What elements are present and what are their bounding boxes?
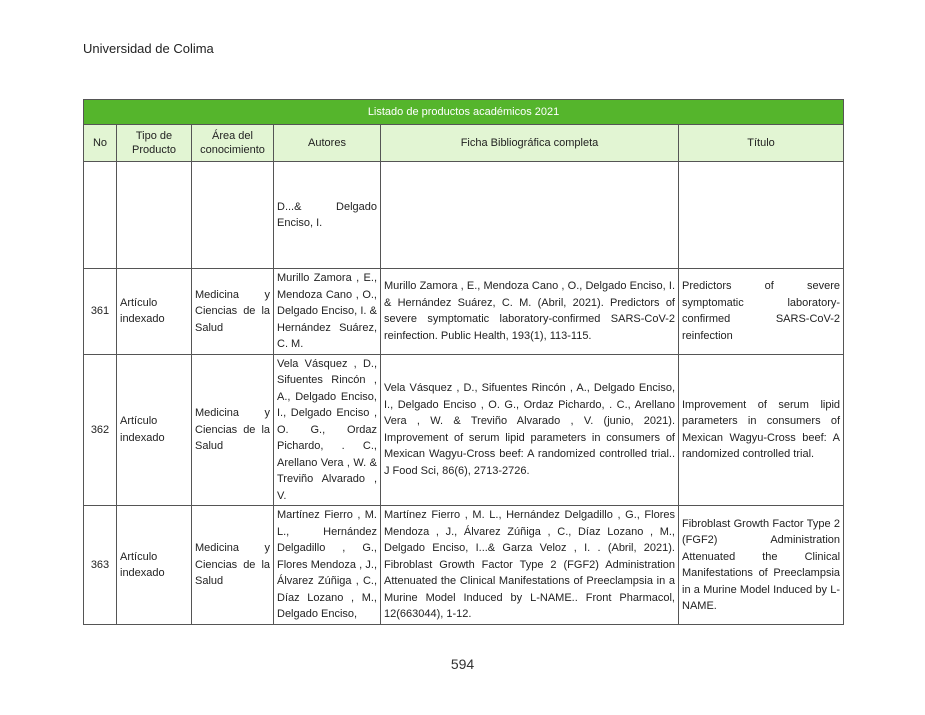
cell-titulo: Predictors of severe symptomatic laboratory-confirmed SARS-CoV-2 reinfection [679,269,844,355]
table-header-row [84,125,844,162]
cell-tipo: Artículo indexado [117,354,192,506]
cell-ficha: Vela Vásquez , D., Sifuentes Rincón , A., Delgado Enciso, I., Delgado Enciso , O. G., Ordaz Pichardo, . C., Arellano Vera , W. & Treviño Alvarado , V. (junio, 2021). Improvement of serum lipid parameters in consumers of Mexican Wagyu-Cross beef: A randomized controlled trial.. J Food Sci, 86(6), 2713-2726. [381,354,679,506]
column-header-autores: Autores [274,125,381,162]
cell-titulo: Fibroblast Growth Factor Type 2 (FGF2) Administration Attenuated the Clinical Manifestations of Preeclampsia in a Murine Model Induced by L-NAME. [679,506,844,625]
column-header-ficha: Ficha Bibliográfica completa [381,125,679,162]
column-header-area: Área del conocimiento [192,125,274,162]
cell-area: Medicina y Ciencias de la Salud [192,506,274,625]
cell-empty [84,162,117,269]
table-row [84,506,844,625]
cell-empty [117,162,192,269]
table-caption: Listado de productos académicos 2021 [84,100,844,125]
cell-area: Medicina y Ciencias de la Salud [192,354,274,506]
column-header-tipo: Tipo de Producto [117,125,192,162]
column-header-no: No [84,125,117,162]
cell-tipo: Artículo indexado [117,269,192,355]
page-number: 594 [450,656,475,672]
table-caption-row [84,100,844,125]
table-row [84,162,844,269]
cell-autores: Murillo Zamora , E., Mendoza Cano , O., Delgado Enciso, I. & Hernández Suárez, C. M. [274,269,381,355]
cell-empty [381,162,679,269]
cell-empty [192,162,274,269]
academic-products-table [83,99,844,625]
table-row [84,269,844,355]
institution-header: Universidad de Colima [83,41,214,56]
cell-empty [679,162,844,269]
cell-autores: Vela Vásquez , D., Sifuentes Rincón , A., Delgado Enciso, I., Delgado Enciso , O. G., Ordaz Pichardo, . C., Arellano Vera , W. & Treviño Alvarado , V. [274,354,381,506]
cell-titulo: Improvement of serum lipid parameters in consumers of Mexican Wagyu-Cross beef: A randomized controlled trial. [679,354,844,506]
cell-area: Medicina y Ciencias de la Salud [192,269,274,355]
cell-tipo: Artículo indexado [117,506,192,625]
column-header-titulo: Título [679,125,844,162]
table-row [84,354,844,506]
cell-ficha: Murillo Zamora , E., Mendoza Cano , O., Delgado Enciso, I. & Hernández Suárez, C. M. (Abril, 2021). Predictors of severe symptomatic laboratory-confirmed SARS-CoV-2 reinfection. Public Health, 193(1), 113-115. [381,269,679,355]
cell-no: 363 [84,506,117,625]
cell-no: 361 [84,269,117,355]
cell-ficha: Martínez Fierro , M. L., Hernández Delgadillo , G., Flores Mendoza , J., Álvarez Zúñiga , C., Díaz Lozano , M., Delgado Enciso, I...& Garza Veloz , I. . (Abril, 2021). Fibroblast Growth Factor Type 2 (FGF2) Administration Attenuated the Clinical Manifestations of Preeclampsia in a Murine Model Induced by L-NAME.. Front Pharmacol, 12(663044), 1-12. [381,506,679,625]
cell-autores: Martínez Fierro , M. L., Hernández Delgadillo , G., Flores Mendoza , J., Álvarez Zúñiga , C., Díaz Lozano , M., Delgado Enciso, [274,506,381,625]
cell-no: 362 [84,354,117,506]
cell-autores-continued: D...& Delgado Enciso, I. [274,162,381,269]
